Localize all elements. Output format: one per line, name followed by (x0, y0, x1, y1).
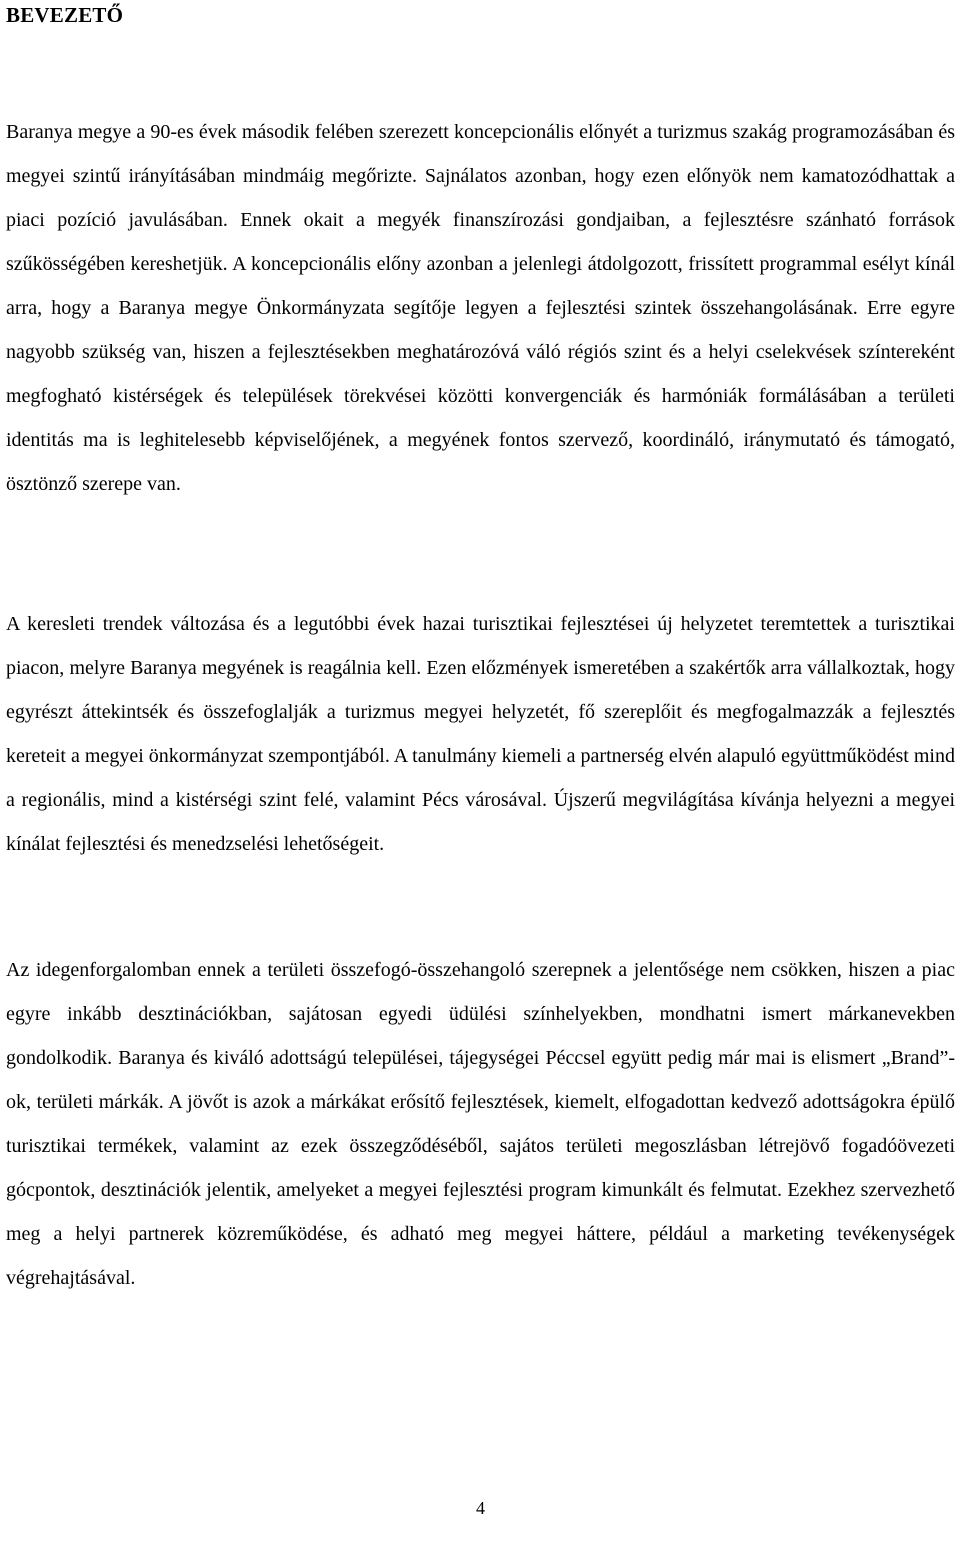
section-heading: BEVEZETŐ (6, 3, 124, 27)
document-page (6, 0, 955, 1541)
paragraph-1: Baranya megye a 90-es évek második felében szerezett koncepcionális előnyét a turizmus szakág programozásában és megyei szintű irányításában mindmáig megőrizte. Sajnálatos azonban, hogy ezen előnyök nem kamatozódhattak a piaci pozíció javulásában. Ennek okait a megyék finanszírozási gondjaiban, a fejlesztésre szánható források szűkösségében kereshetjük. A koncepcionális előny azonban a jelenlegi átdolgozott, frissített programmal esélyt kínál arra, hogy a Baranya megye Önkormányzata segítője legyen a fejlesztési szintek összehangolásának. Erre egyre nagyobb szükség van, hiszen a fejlesztésekben meghatározóvá váló régiós szint és a helyi cselekvések színtereként megfogható kistérségek és települések törekvései közötti konvergenciák és harmóniák formálásában a területi identitás ma is leghitelesebb képviselőjének, a megyének fontos szervező, koordináló, iránymutató és támogató, ösztönző szerepe van. (6, 121, 955, 495)
page-number: 4 (476, 1498, 485, 1518)
paragraph-3: Az idegenforgalomban ennek a területi összefogó-összehangoló szerepnek a jelentősége nem csökken, hiszen a piac egyre inkább desztinációkban, sajátosan egyedi üdülési színhelyekben, mondhatni ismert márkanevekben gondolkodik. Baranya és kiváló adottságú települései, tájegységei Péccsel együtt pedig már mai is elismert „Brand”-ok, területi márkák. A jövőt is azok a márkákat erősítő fejlesztések, kiemelt, elfogadottan kedvező adottságokra épülő turisztikai termékek, valamint az ezek összegződéséből, sajátos területi megoszlásban létrejövő fogadóövezeti gócpontok, desztinációk jelentik, amelyeket a megyei fejlesztési program kimunkált és felmutat. Ezekhez szervezhető meg a helyi partnerek közreműködése, és adható meg megyei háttere, például a marketing tevékenységek végrehajtásával. (6, 959, 955, 1289)
paragraph-2: A keresleti trendek változása és a legutóbbi évek hazai turisztikai fejlesztései új helyzetet teremtettek a turisztikai piacon, melyre Baranya megyének is reagálnia kell. Ezen előzmények ismeretében a szakértők arra vállalkoztak, hogy egyrészt áttekintsék és összefoglalják a turizmus megyei helyzetét, fő szereplőit és megfogalmazzák a fejlesztés kereteit a megyei önkormányzat szempontjából. A tanulmány kiemeli a partnerség elvén alapuló együttműködést mind a regionális, mind a kistérségi szint felé, valamint Pécs városával. Újszerű megvilágítása kívánja helyezni a megyei kínálat fejlesztési és menedzselési lehetőségeit. (6, 613, 955, 855)
